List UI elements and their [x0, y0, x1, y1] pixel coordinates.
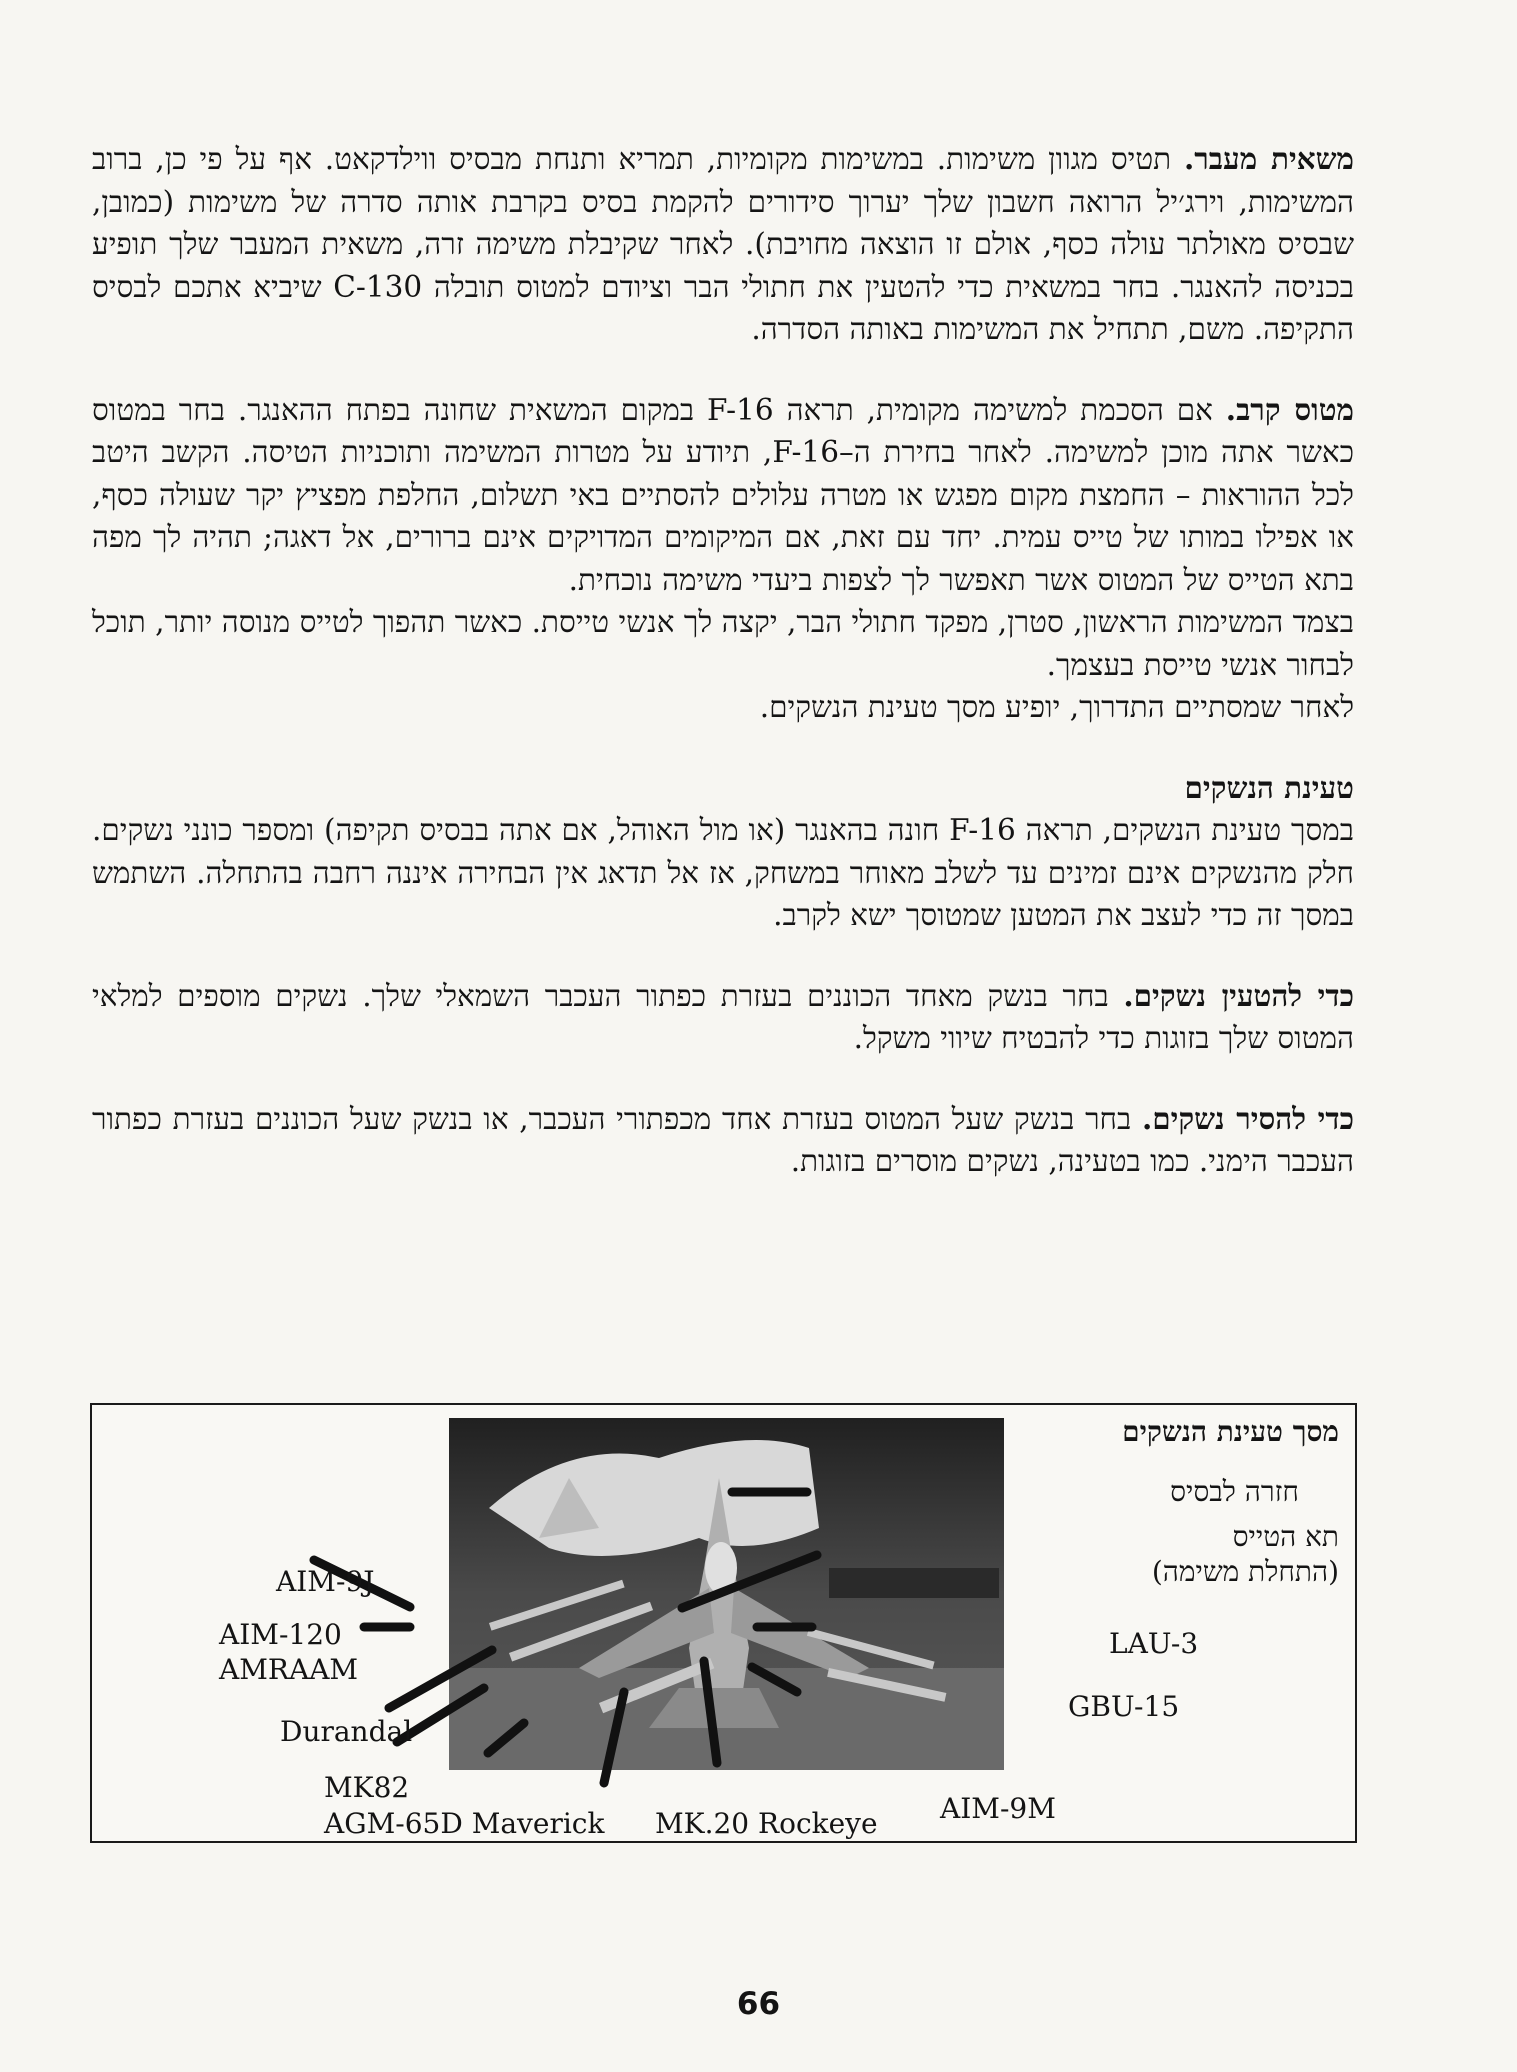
weapons-loading-figure	[90, 1403, 1357, 1843]
label-durandal: Durandal	[280, 1715, 413, 1748]
label-mk20-rockeye: MK.20 Rockeye	[655, 1807, 878, 1840]
heading-fighter: מטוס קרב.	[1225, 391, 1354, 427]
label-aim120: AIM-120	[219, 1618, 342, 1651]
paragraph-crew: בצמד המשימות הראשון, סטרן, מפקד חתולי הבר, יקצה לך אנשי טייסת. כאשר תהפוך לטייס מנוסה יותר, תוכל לבחור אנשי טייסת בעצמך.	[92, 605, 1354, 682]
label-lau3: LAU-3	[1109, 1627, 1199, 1660]
label-gbu15: GBU-15	[1068, 1690, 1180, 1723]
paragraph-unload-weapons	[92, 1098, 1354, 1183]
section-title-weapons-loading: טעינת הנשקים	[1184, 769, 1354, 805]
callout-gbu15	[752, 1667, 797, 1692]
text-load-weapons: בחר בנשק מאחד הכוננים בעזרת כפתור העכבר השמאלי שלך. נשקים מוספים למלאי המטוס שלך בזוגות כדי להבטיח שיווי משקל.	[92, 978, 1354, 1055]
paragraph-load-weapons	[92, 975, 1354, 1060]
label-aim9j: AIM-9J	[276, 1565, 375, 1598]
paragraph-transport-truck	[92, 138, 1354, 351]
callout-cockpit	[682, 1555, 817, 1608]
callout-aim9m	[704, 1661, 717, 1763]
text-unload-weapons: בחר בנשק שעל המטוס בעזרת אחד מכפתורי העכבר, או בנשק שעל הכוננים בעזרת כפתור העכבר הימני. כמו בטעינה, נשקים מוסרים בזוגות.	[92, 1101, 1354, 1178]
paragraph-briefing-end: לאחר שמסתיים התדרוך, יופיע מסך טעינת הנשקים.	[759, 690, 1354, 724]
paragraph-weapons-loading: במסך טעינת הנשקים, תראה F-16 חונה בהאנגר (או מול האוהל, אם אתה בבסיס תקיפה) ומספר כונני נשקים. חלק מהנשקים אינם זמינים עד לשלב מאוחר במשחק, אז אל תדאג אין הבחירה איננה רחבה בהתחלה. השתמש במסך זה כדי לעצב את המטען שמטוסך ישא לקרב.	[92, 813, 1354, 932]
label-agm65d-maverick: AGM-65D Maverick	[324, 1807, 605, 1840]
body-text	[92, 138, 1354, 1221]
label-aim9m: AIM-9M	[940, 1792, 1056, 1825]
label-return-base: חזרה לבסיס	[1170, 1475, 1299, 1508]
label-amraam: AMRAAM	[219, 1653, 359, 1686]
page-number: 66	[736, 1986, 781, 2022]
callout-durandal	[389, 1650, 492, 1708]
heading-load-weapons: כדי להטעין נשקים.	[1123, 977, 1354, 1013]
text-transport-truck: תטיס מגוון משימות. במשימות מקומיות, תמריא ותנחת מבסיס ווילדקאט. אף על פי כן, ברוב המשימות, וירג׳יל הרואה חשבון שלך יערוך סידורים להקמת בסיס בקרבת אותה סדרה של משימות (כמובן, שבסיס מאולתר עולה כסף, אולם זו הוצאה מחויבת). לאחר שקיבלת משימה זרה, משאית המעבר שלך תופיע בכניסה להאנגר. בחר במשאית כדי להטעין את חתולי הבר וציודם למטוס תובלה C-130 שיביא אתכם לבסיס התקיפה. משם, תתחיל את המשימות באותה הסדרה.	[92, 142, 1354, 346]
heading-transport-truck: משאית מעבר.	[1184, 141, 1354, 176]
label-cockpit-start-mission: (התחלת משימה)	[1151, 1555, 1339, 1588]
label-mk82: MK82	[324, 1771, 410, 1804]
callout-mk20	[604, 1692, 624, 1783]
callout-agm65d	[488, 1723, 524, 1753]
paragraph-fighter	[92, 389, 1354, 602]
heading-unload-weapons: כדי להסיר נשקים.	[1141, 1100, 1355, 1136]
figure-title: מסך טעינת הנשקים	[1122, 1415, 1339, 1448]
text-fighter: אם הסכמת למשימה מקומית, תראה F-16 במקום המשאית שחונה בפתח ההאנגר. בחר במטוס כאשר אתה מוכן למשימה. לאחר בחירת ה–F-16, תיודע על מטרות המשימה ותוכניות הטיסה. הקשב היטב לכל ההוראות – החמצת מקום מפגש או מטרה עלולים להסתיים באי תשלום, החלפת מפציץ יקר שעולה כסף, או אפילו במותו של טייס עמית. יחד עם זאת, אם המיקומים המדויקים אינם ברורים, אל דאגה; תהיה לך מפה בתא הטייס של המטוס אשר תאפשר לך לצפות ביעדי משימה נוכחית.	[92, 392, 1354, 597]
label-cockpit: תא הטייס	[1232, 1520, 1339, 1553]
